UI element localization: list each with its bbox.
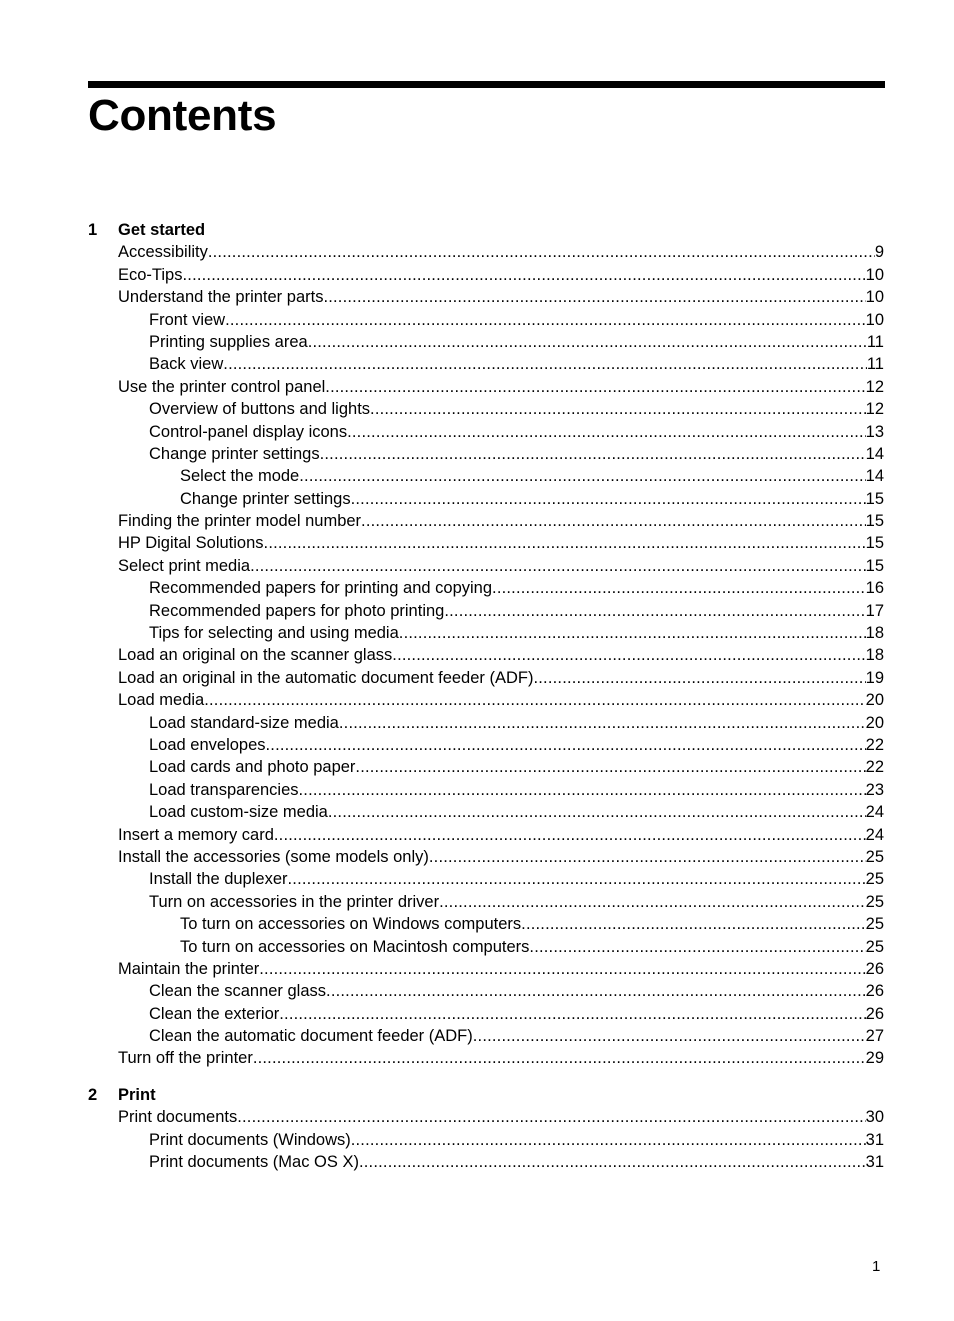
dot-leader	[492, 577, 866, 599]
toc-entry-page: 15	[865, 534, 884, 553]
toc-entry-title: Back view	[149, 355, 224, 374]
dot-leader	[259, 958, 865, 980]
toc-entry[interactable]	[88, 309, 884, 331]
dot-leader	[299, 465, 865, 487]
toc-entry-page: 14	[865, 444, 884, 463]
toc-entry-title: Clean the automatic document feeder (ADF)	[149, 1027, 473, 1046]
toc-entry-title: Load an original on the scanner glass	[118, 646, 393, 665]
dot-leader	[225, 309, 866, 331]
toc-entry-title: Overview of buttons and lights	[149, 400, 371, 419]
dot-leader	[323, 286, 865, 308]
toc-entry[interactable]	[88, 1003, 884, 1025]
toc-entry-title: Install the accessories (some models only)	[118, 847, 429, 866]
toc-entry-page: 11	[866, 332, 884, 351]
toc-entry-page: 25	[865, 892, 884, 911]
toc-entry[interactable]	[88, 779, 884, 801]
toc-entry-page: 23	[865, 780, 884, 799]
toc-entry-title: Print documents	[118, 1108, 238, 1127]
toc-entry-title: Load an original in the automatic document feeder (ADF)	[118, 668, 534, 687]
toc-entry-page: 20	[865, 691, 884, 710]
toc-entry[interactable]	[88, 331, 884, 353]
page-title: Contents	[88, 91, 277, 140]
toc-entry[interactable]	[88, 891, 884, 913]
dot-leader	[533, 667, 865, 689]
toc-entry[interactable]	[88, 555, 884, 577]
toc-entry-title: Load media	[118, 691, 205, 710]
title-rule	[88, 81, 885, 88]
dot-leader	[392, 644, 865, 666]
toc-entry-title: Understand the printer parts	[118, 288, 324, 307]
toc-entry[interactable]	[88, 577, 884, 599]
toc-entry-title: Insert a memory card	[118, 825, 274, 844]
toc-entry-title: Load envelopes	[149, 735, 266, 754]
toc-entry-title: Load cards and photo paper	[149, 758, 356, 777]
dot-leader	[429, 846, 866, 868]
toc-chapter	[88, 1084, 884, 1174]
chapter-title: Get started	[118, 221, 206, 239]
toc-entry-title: Turn on accessories in the printer driver	[149, 892, 440, 911]
toc-entry-page: 12	[865, 400, 884, 419]
toc-entry-title: Recommended papers for printing and copying	[149, 579, 493, 598]
toc-entry-title: Recommended papers for photo printing	[149, 601, 445, 620]
toc-entry-title: Load transparencies	[149, 780, 299, 799]
toc-entry[interactable]	[88, 600, 884, 622]
toc-entry-title: Select print media	[118, 556, 251, 575]
toc-entry-page: 15	[865, 556, 884, 575]
toc-entry-page: 26	[865, 982, 884, 1001]
toc-entry[interactable]	[88, 958, 884, 980]
chapter-number: 2	[88, 1085, 98, 1104]
toc-entry-title: Print documents (Mac OS X)	[149, 1153, 359, 1172]
toc-entry-page: 26	[865, 1004, 884, 1023]
dot-leader	[325, 376, 865, 398]
toc-entry-page: 10	[865, 265, 884, 284]
toc-entry-title: Control-panel display icons	[149, 422, 348, 441]
dot-leader	[208, 241, 875, 263]
toc-entry[interactable]	[88, 264, 884, 286]
chapter-heading[interactable]	[88, 1084, 884, 1106]
toc-entry[interactable]	[88, 980, 884, 1002]
toc-entry[interactable]	[88, 756, 884, 778]
toc-entry-page: 25	[865, 847, 884, 866]
dot-leader	[288, 868, 866, 890]
toc-entry[interactable]	[88, 465, 884, 487]
toc-entry-page: 26	[865, 959, 884, 978]
toc-entry-page: 20	[865, 713, 884, 732]
dot-leader	[183, 264, 866, 286]
dot-leader	[399, 622, 866, 644]
toc-entry[interactable]	[88, 913, 884, 935]
toc-entry[interactable]	[88, 644, 884, 666]
dot-leader	[361, 510, 866, 532]
toc-entry-title: Change printer settings	[180, 489, 351, 508]
toc-entry[interactable]	[88, 443, 884, 465]
toc-entry[interactable]	[88, 353, 884, 375]
toc-entry-title: Clean the exterior	[149, 1004, 280, 1023]
toc-entry-page: 25	[865, 937, 884, 956]
dot-leader	[473, 1025, 866, 1047]
toc-entry[interactable]	[88, 532, 884, 554]
toc-entry-page: 16	[865, 579, 884, 598]
toc-entry-page: 10	[865, 310, 884, 329]
toc-entry-page: 31	[865, 1153, 884, 1172]
toc-entry-page: 17	[865, 601, 884, 620]
toc-entry[interactable]	[88, 1047, 884, 1069]
toc-entry-page: 12	[865, 377, 884, 396]
toc-entry[interactable]	[88, 398, 884, 420]
toc-entry[interactable]	[88, 824, 884, 846]
dot-leader	[351, 1129, 866, 1151]
toc-entry-title: Front view	[149, 310, 226, 329]
toc-entry-page: 18	[865, 646, 884, 665]
toc-entry[interactable]	[88, 510, 884, 532]
dot-leader	[439, 891, 866, 913]
toc-entry-page: 31	[865, 1130, 884, 1149]
toc-entry-page: 29	[865, 1049, 884, 1068]
chapter-title: Print	[118, 1085, 156, 1104]
toc-entry[interactable]	[88, 667, 884, 689]
toc-entry-page: 27	[865, 1027, 884, 1046]
toc-entry[interactable]	[88, 488, 884, 510]
dot-leader	[299, 779, 866, 801]
toc-entry-page: 25	[865, 915, 884, 934]
toc-entry-page: 22	[865, 758, 884, 777]
toc-entry-page: 24	[865, 825, 884, 844]
dot-leader	[223, 353, 867, 375]
dot-leader	[347, 421, 866, 443]
toc-entry-title: Tips for selecting and using media	[149, 624, 399, 643]
toc-entry-title: Use the printer control panel	[118, 377, 326, 396]
dot-leader	[359, 1151, 866, 1173]
dot-leader	[253, 1047, 866, 1069]
toc-entry-title: Print documents (Windows)	[149, 1130, 351, 1149]
toc-entry[interactable]	[88, 846, 884, 868]
toc-entry-title: To turn on accessories on Windows computers	[180, 915, 522, 934]
toc-entry[interactable]	[88, 1129, 884, 1151]
dot-leader	[279, 1003, 865, 1025]
toc-entry[interactable]	[88, 801, 884, 823]
dot-leader	[326, 980, 866, 1002]
toc-entry-title: Accessibility	[118, 243, 208, 262]
dot-leader	[339, 712, 866, 734]
toc-entry-title: Install the duplexer	[149, 870, 288, 889]
toc-entry-page: 18	[865, 624, 884, 643]
toc-entry-page: 11	[866, 355, 884, 374]
toc-entry[interactable]	[88, 286, 884, 308]
toc-entry[interactable]	[88, 622, 884, 644]
dot-leader	[370, 398, 866, 420]
dot-leader	[264, 532, 866, 554]
toc-entry-page: 19	[865, 668, 884, 687]
toc-entry[interactable]	[88, 734, 884, 756]
toc-entry-page: 22	[865, 735, 884, 754]
toc-entry[interactable]	[88, 1025, 884, 1047]
toc-entry-title: Clean the scanner glass	[149, 982, 327, 1001]
toc-entry[interactable]	[88, 1151, 884, 1173]
toc-entry-title: Select the mode	[180, 467, 300, 486]
toc-entry[interactable]	[88, 868, 884, 890]
page-number: 1	[872, 1258, 881, 1275]
dot-leader	[521, 913, 865, 935]
toc-entry[interactable]	[88, 936, 884, 958]
dot-leader	[274, 824, 866, 846]
dot-leader	[266, 734, 866, 756]
chapter-number: 1	[88, 221, 98, 239]
toc-entry-title: To turn on accessories on Macintosh computers	[180, 937, 530, 956]
toc-entry-page: 30	[865, 1108, 884, 1127]
dot-leader	[308, 331, 867, 353]
dot-leader	[237, 1106, 865, 1128]
dot-leader	[355, 756, 865, 778]
chapter-heading[interactable]	[88, 219, 884, 241]
toc-entry-title: HP Digital Solutions	[118, 534, 264, 553]
toc-entry-page: 13	[865, 422, 884, 441]
dot-leader	[529, 936, 865, 958]
dot-leader	[250, 555, 866, 577]
dot-leader	[444, 600, 865, 622]
toc-entry-title: Maintain the printer	[118, 959, 260, 978]
dot-leader	[351, 488, 866, 510]
toc-entry-title: Printing supplies area	[149, 332, 308, 351]
toc-entry-title: Load custom-size media	[149, 803, 328, 822]
dot-leader	[328, 801, 866, 823]
toc-chapter	[88, 219, 884, 1070]
toc-entry-page: 25	[865, 870, 884, 889]
toc-entry-title: Finding the printer model number	[118, 512, 362, 531]
toc-entry-page: 15	[865, 489, 884, 508]
toc-entry-page: 14	[865, 467, 884, 486]
toc-entry-page: 15	[865, 512, 884, 531]
toc-entry[interactable]	[88, 712, 884, 734]
table-of-contents	[88, 219, 884, 1173]
toc-entry[interactable]	[88, 1106, 884, 1128]
toc-entry-title: Load standard-size media	[149, 713, 339, 732]
toc-entry-page: 9	[874, 243, 884, 262]
toc-entry[interactable]	[88, 421, 884, 443]
toc-entry-title: Turn off the printer	[118, 1049, 253, 1068]
toc-entry-title: Eco-Tips	[118, 265, 183, 284]
toc-entry[interactable]	[88, 689, 884, 711]
toc-entry-title: Change printer settings	[149, 444, 320, 463]
toc-entry[interactable]	[88, 376, 884, 398]
toc-entry-page: 10	[865, 288, 884, 307]
toc-entry-page: 24	[865, 803, 884, 822]
toc-entry[interactable]	[88, 241, 884, 263]
dot-leader	[204, 689, 865, 711]
dot-leader	[320, 443, 866, 465]
